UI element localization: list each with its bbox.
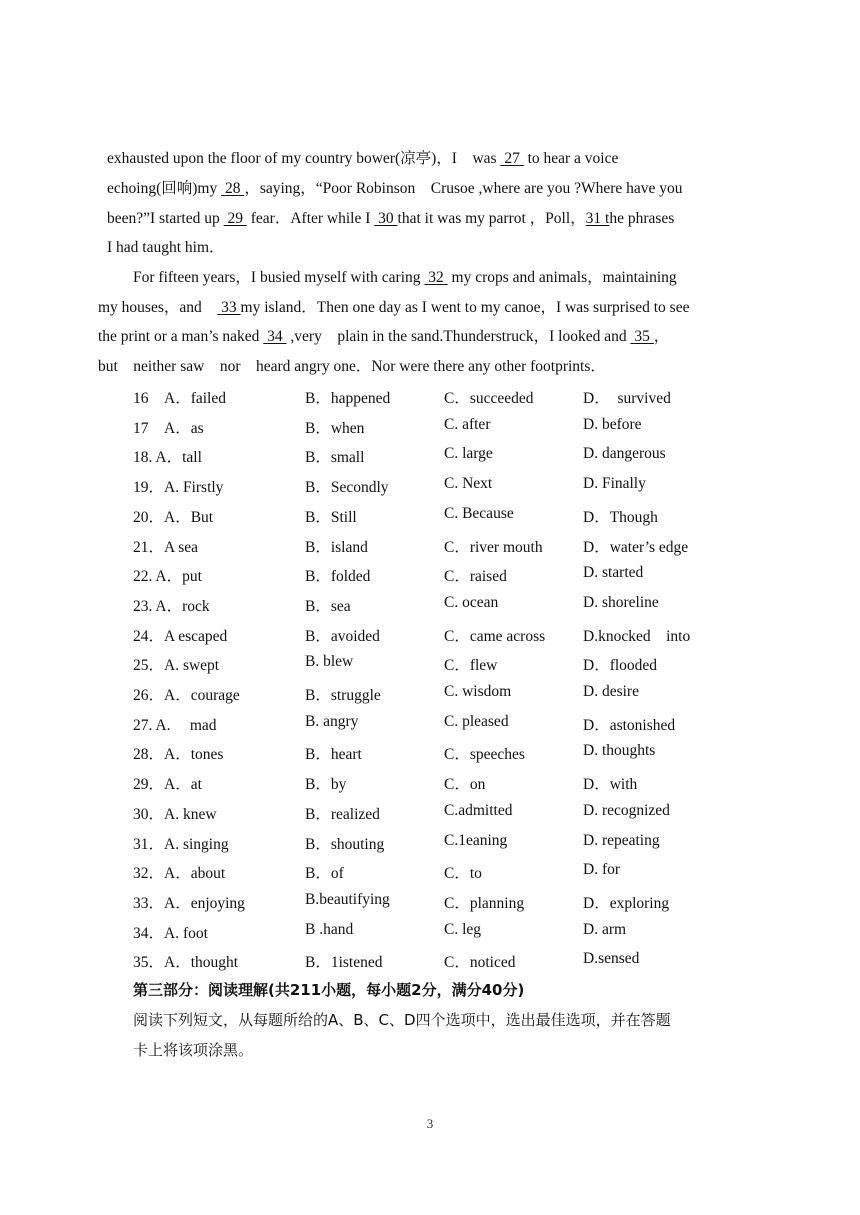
option-question: 28．A．tones [133,746,224,764]
option-d: D. dangerous [583,445,666,463]
option-b: B．island [305,538,368,556]
option-d: D. recognized [583,801,670,819]
option-c: C．planning [444,894,525,912]
option-row [0,802,860,824]
option-c: C．came across [444,627,546,645]
option-question: 32．A．about [133,865,226,883]
option-d: D．Though [583,508,658,526]
option-b: B．folded [305,568,371,586]
option-question: 19．A. Firstly [133,479,224,497]
section-instruction-line-2: 卡上将该项涂黑。 [133,1041,254,1059]
option-d: D．with [583,776,638,794]
option-c: C. pleased [444,712,509,730]
option-d: D. started [583,564,644,582]
option-question: 16 A．failed [133,390,226,407]
option-d: D．water’s edge [583,538,689,556]
option-question: 35．A．thought [133,954,239,972]
option-row [0,594,860,616]
option-row [0,832,860,854]
passage-line-3: been?”I started up 29 fear．After while I 30 that it was my parrot ，Poll，31 the phrases [107,210,675,227]
option-question: 30．A. knew [133,805,217,823]
option-c: C．on [444,776,486,794]
passage-line-1: exhausted upon the floor of my country bower(凉亭)，I was 27 to hear a voice [107,150,619,167]
option-row [0,445,860,467]
page-number: 3 [426,1116,434,1131]
option-b: B．realized [305,805,380,823]
blank-33: 33 [221,299,241,316]
option-question: 17 A．as [133,419,204,437]
option-c: C. Because [444,504,514,522]
option-question: 31．A. singing [133,835,229,853]
option-row [0,475,860,497]
option-c: C.1eaning [444,831,508,849]
option-d: D. for [583,861,621,879]
option-row [0,861,860,883]
option-c: C. after [444,415,491,433]
option-b: B．by [305,776,347,794]
option-question: 20．A．But [133,508,214,526]
option-d: D.knocked into [583,627,691,645]
option-b: B．heart [305,746,362,764]
passage-line-2: echoing(回响)my 28 ，saying，“Poor Robinson Crusoe ,where are you ?Where have you [107,180,683,197]
option-question: 24．A escaped [133,627,228,645]
option-d: D. arm [583,920,627,938]
option-row [0,891,860,913]
option-question: 25．A. swept [133,657,220,675]
option-question: 21．A sea [133,538,199,556]
option-c: C. leg [444,920,482,938]
option-b: B．Still [305,508,357,526]
blank-30: 30 [378,210,398,227]
option-b: B．1istened [305,954,383,972]
option-b: B. angry [305,712,359,730]
option-row [0,742,860,764]
option-b: B．Secondly [305,479,389,497]
option-question: 23. A．rock [133,597,210,615]
option-row [0,683,860,705]
option-b: B .hand [305,920,354,938]
option-row [0,535,860,557]
option-d: D. shoreline [583,593,659,611]
option-b: B．of [305,865,344,883]
option-b: B．struggle [305,687,381,704]
passage-line-5: For fifteen years，I busied myself with caring 32 my crops and animals，maintaining [133,269,677,286]
option-c: C．to [444,865,482,883]
option-b: B．sea [305,597,351,615]
section-instruction-line-1: 阅读下列短文，从每题所给的A、B、C、D四个选项中，选出最佳选项，并在答题 [133,1011,671,1029]
option-question: 34．A. foot [133,924,208,942]
option-b: B．happened [305,390,391,407]
option-row [0,386,860,408]
option-question: 18. A．tall [133,449,202,467]
option-question: 26．A．courage [133,687,240,704]
option-question: 29．A．at [133,776,202,794]
option-c: C. Next [444,475,493,493]
option-d: D.sensed [583,950,640,968]
option-c: C.admitted [444,801,513,819]
option-d: D．flooded [583,657,658,675]
option-row [0,772,860,794]
option-d: D. before [583,415,642,433]
option-c: C．succeeded [444,390,534,407]
option-c: C．flew [444,657,498,675]
option-d: D．exploring [583,894,670,912]
blank-31: 31 t [585,210,610,227]
option-row [0,624,860,646]
option-c: C. wisdom [444,683,512,700]
option-d: D. thoughts [583,742,656,760]
option-c: C．river mouth [444,538,543,556]
option-row [0,416,860,438]
option-d: D．astonished [583,716,676,734]
option-d: D. desire [583,683,639,700]
section-title: 第三部分：阅读理解(共211小题，每小题2分，满分40分) [133,981,525,999]
option-c: C. ocean [444,593,499,611]
option-row [0,505,860,527]
blank-28: 28 [224,180,241,197]
blank-34: 34 [267,328,283,345]
option-b: B．when [305,419,365,437]
passage-line-6: my houses，and 33 my island．Then one day as I went to my canoe，I was surprised to see [98,299,690,316]
option-c: C. large [444,445,493,463]
option-row [0,921,860,943]
option-c: C．raised [444,568,507,586]
option-d: D. Finally [583,475,646,493]
blank-32: 32 [428,269,444,286]
passage-line-7: the print or a man’s naked 34 ,very plain in the sand.Thunderstruck，I looked and 35 ， [98,328,670,345]
option-row [0,564,860,586]
option-question: 33．A．enjoying [133,894,245,912]
option-b: B．shouting [305,835,385,853]
option-question: 27. A. mad [133,716,217,734]
option-b: B. blew [305,653,354,671]
option-d: D. repeating [583,831,660,849]
passage-line-8: but neither saw nor heard angry one．Nor were there any other footprints． [98,358,606,375]
passage-line-4: I had taught him． [107,239,225,256]
option-question: 22. A．put [133,568,202,586]
option-b: B.beautifying [305,890,390,908]
option-row [0,950,860,972]
blank-35: 35 [634,328,650,345]
blank-27: 27 [504,150,520,167]
option-b: B．small [305,449,365,467]
option-b: B．avoided [305,627,380,645]
blank-29: 29 [227,210,243,227]
option-row [0,653,860,675]
option-d: D． survived [583,390,671,407]
option-c: C．speeches [444,746,525,764]
option-c: C．noticed [444,954,516,972]
option-row [0,713,860,735]
